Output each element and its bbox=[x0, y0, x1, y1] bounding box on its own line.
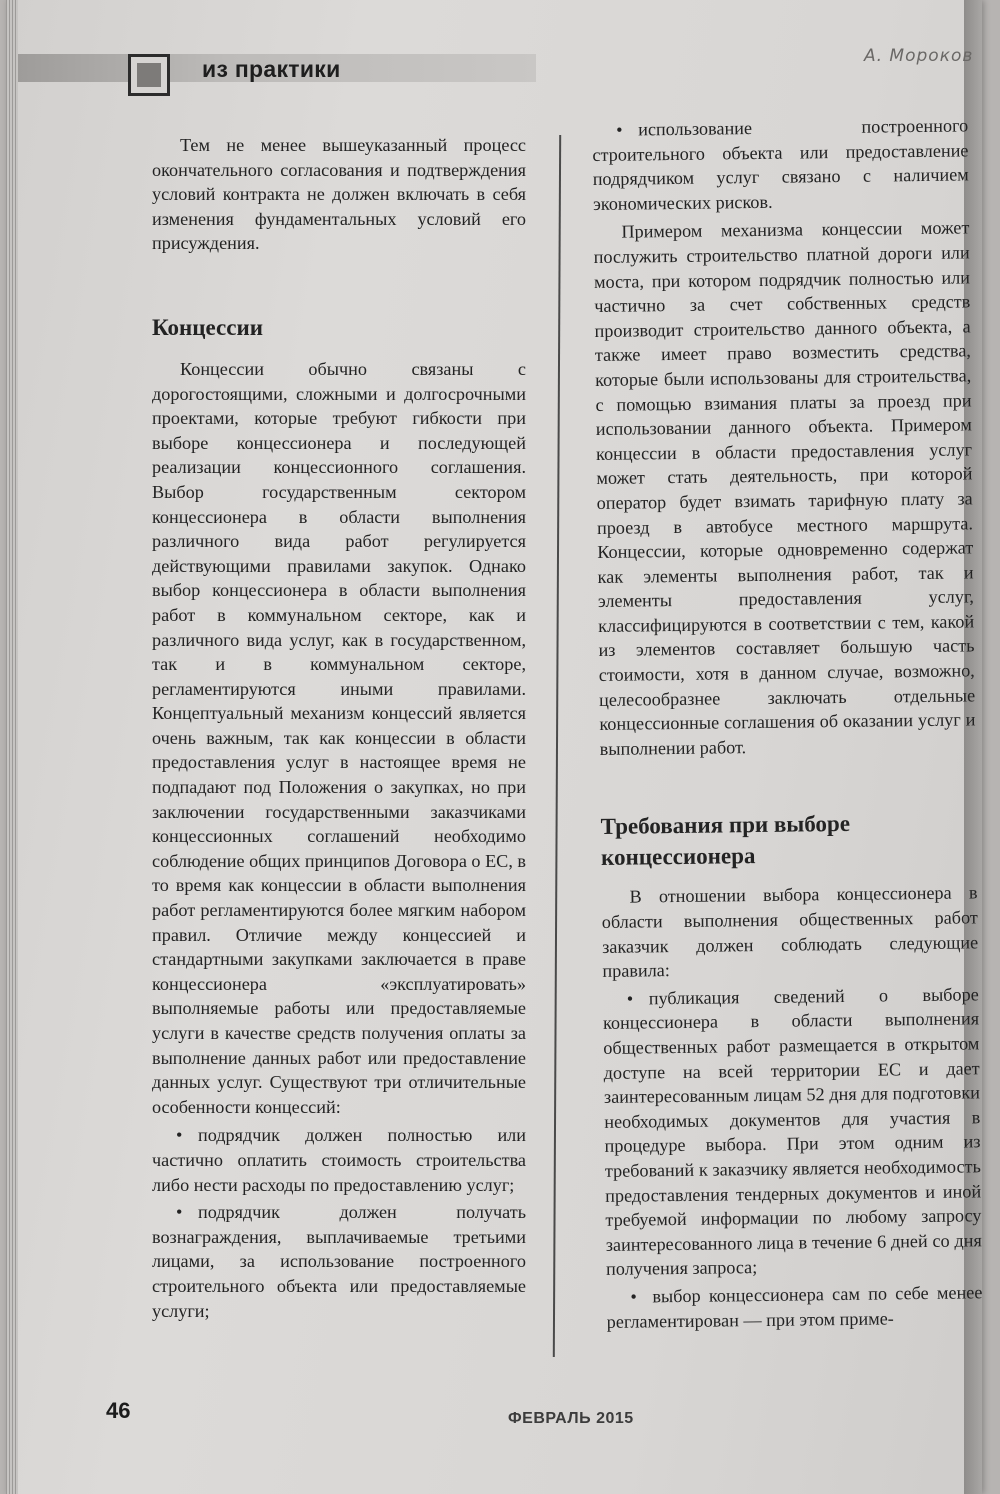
column-divider bbox=[553, 135, 561, 1357]
left-column bbox=[152, 133, 526, 1323]
right-column bbox=[592, 113, 983, 1334]
intro-paragraph: Тем не менее вышеуказанный процесс окончательного согласования и подтверждения условий контракта не должен включать в себя изменения фундаментальных условий его присуждения. bbox=[152, 135, 526, 254]
bullet-icon: • bbox=[630, 1286, 637, 1307]
author-name: А. Мороков bbox=[864, 46, 974, 66]
list-item: • публикация сведений о выборе концессионера в области выполнения общественных работ размещается в открытом доступе на всей территории ЕС и дает заинтересованным лицам 52 дня для подготовки необходимых документов для участия в процедуре выбора. При этом одним из требований к заказчику является необходимость предоставления тендерных документов и иной требуемой информации по любому запросу заинтересованного лица в течение 6 дней со дня получения запроса; bbox=[602, 984, 982, 1280]
page-number: 46 bbox=[106, 1398, 131, 1423]
list-item: • подрядчик должен полностью или частично оплатить стоимость строительства либо нести расходы по предоставлению услуг; bbox=[152, 1125, 526, 1195]
heading-requirements: Требования при выборе концессионера bbox=[600, 811, 851, 871]
page-stack-edge bbox=[6, 0, 18, 1494]
magazine-page bbox=[6, 0, 982, 1494]
list-item: • выбор концессионера сам по себе менее регламентирован — при этом приме- bbox=[606, 1282, 983, 1332]
bullet-icon: • bbox=[626, 988, 634, 1009]
heading-concessions: Концессии bbox=[152, 314, 263, 340]
list-item: • подрядчик должен получать вознаграждения, выплачиваемые третьими лицами, за использование построенного строительного объекта или предоставляемые услуги; bbox=[152, 1202, 526, 1321]
requirements-paragraph: В отношении выбора концессионера в области выполнения общественных работ заказчик должен соблюдать следующие правила: bbox=[601, 882, 979, 982]
list-item: • использование построенного строительного объекта или предоставление подрядчиком услуг связано с наличием экономических рисков. bbox=[592, 115, 969, 214]
section-square-icon bbox=[128, 54, 170, 96]
example-paragraph: Примером механизма концессии может послужить строительство платной дороги или моста, при котором подрядчик полностью или частично за счет собственных средств производит строительство данного объекта, а также имеет право возместить средства, которые были использованы для строительства, с помощью взимания платы за проезд при использовании данного объекта. Примером концессии в области предоставления услуг может стать деятельность, при которой оператор будет взимать тарифную плату за проезд в автобусе местного маршрута. Концессии, которые одновременно содержат как элементы выполнения работ, так и элементы предоставления услуг, классифицируются в соответствии с тем, какой из элементов составляет большую часть стоимости, хотя в данном случае, возможно, целесообразнее заключать отдельные концессионные соглашения об оказании услуг и выполнении работ. bbox=[593, 217, 976, 759]
section-label: из практики bbox=[202, 56, 341, 82]
issue-date: ФЕВРАЛЬ 2015 bbox=[508, 1410, 634, 1427]
bullet-icon: • bbox=[176, 1125, 183, 1146]
concessions-paragraph: Концессии обычно связаны с дорогостоящими, сложными и долгосрочными проектами, которые требуют гибкости при выборе концессионера и последующей реализации концессионного соглашения. Выбор государственным сектором концессионера в области выполнения различного вида работ регулируется действующими правилами закупок. Однако выбор концессионера в области выполнения работ в коммунальном секторе, как и различного вида услуг, как в государственном, так и в коммунальном секторе, регламентируются иными правилами. Концептуальный механизм концессий является очень важным, так как концессии в области предоставления услуг в настоящее время не подпадают под Положения о закупках, но при заключении государственными заказчиками концессионных соглашений необходимо соблюдение общих принципов Договора о ЕС, в то время как концессии в области выполнения работ регламентируются более мягким набором правил. Отличие между концессией и стандартными закупками заключается в праве концессионера «эксплуатировать» выполняемые работы или предоставляемые услуги в качестве средств получения оплаты за выполнение данных работ или предоставление данных услуг. Существуют три отличительные особенности концессий: bbox=[152, 358, 526, 1117]
bullet-icon: • bbox=[176, 1202, 183, 1223]
bullet-icon: • bbox=[616, 119, 623, 140]
